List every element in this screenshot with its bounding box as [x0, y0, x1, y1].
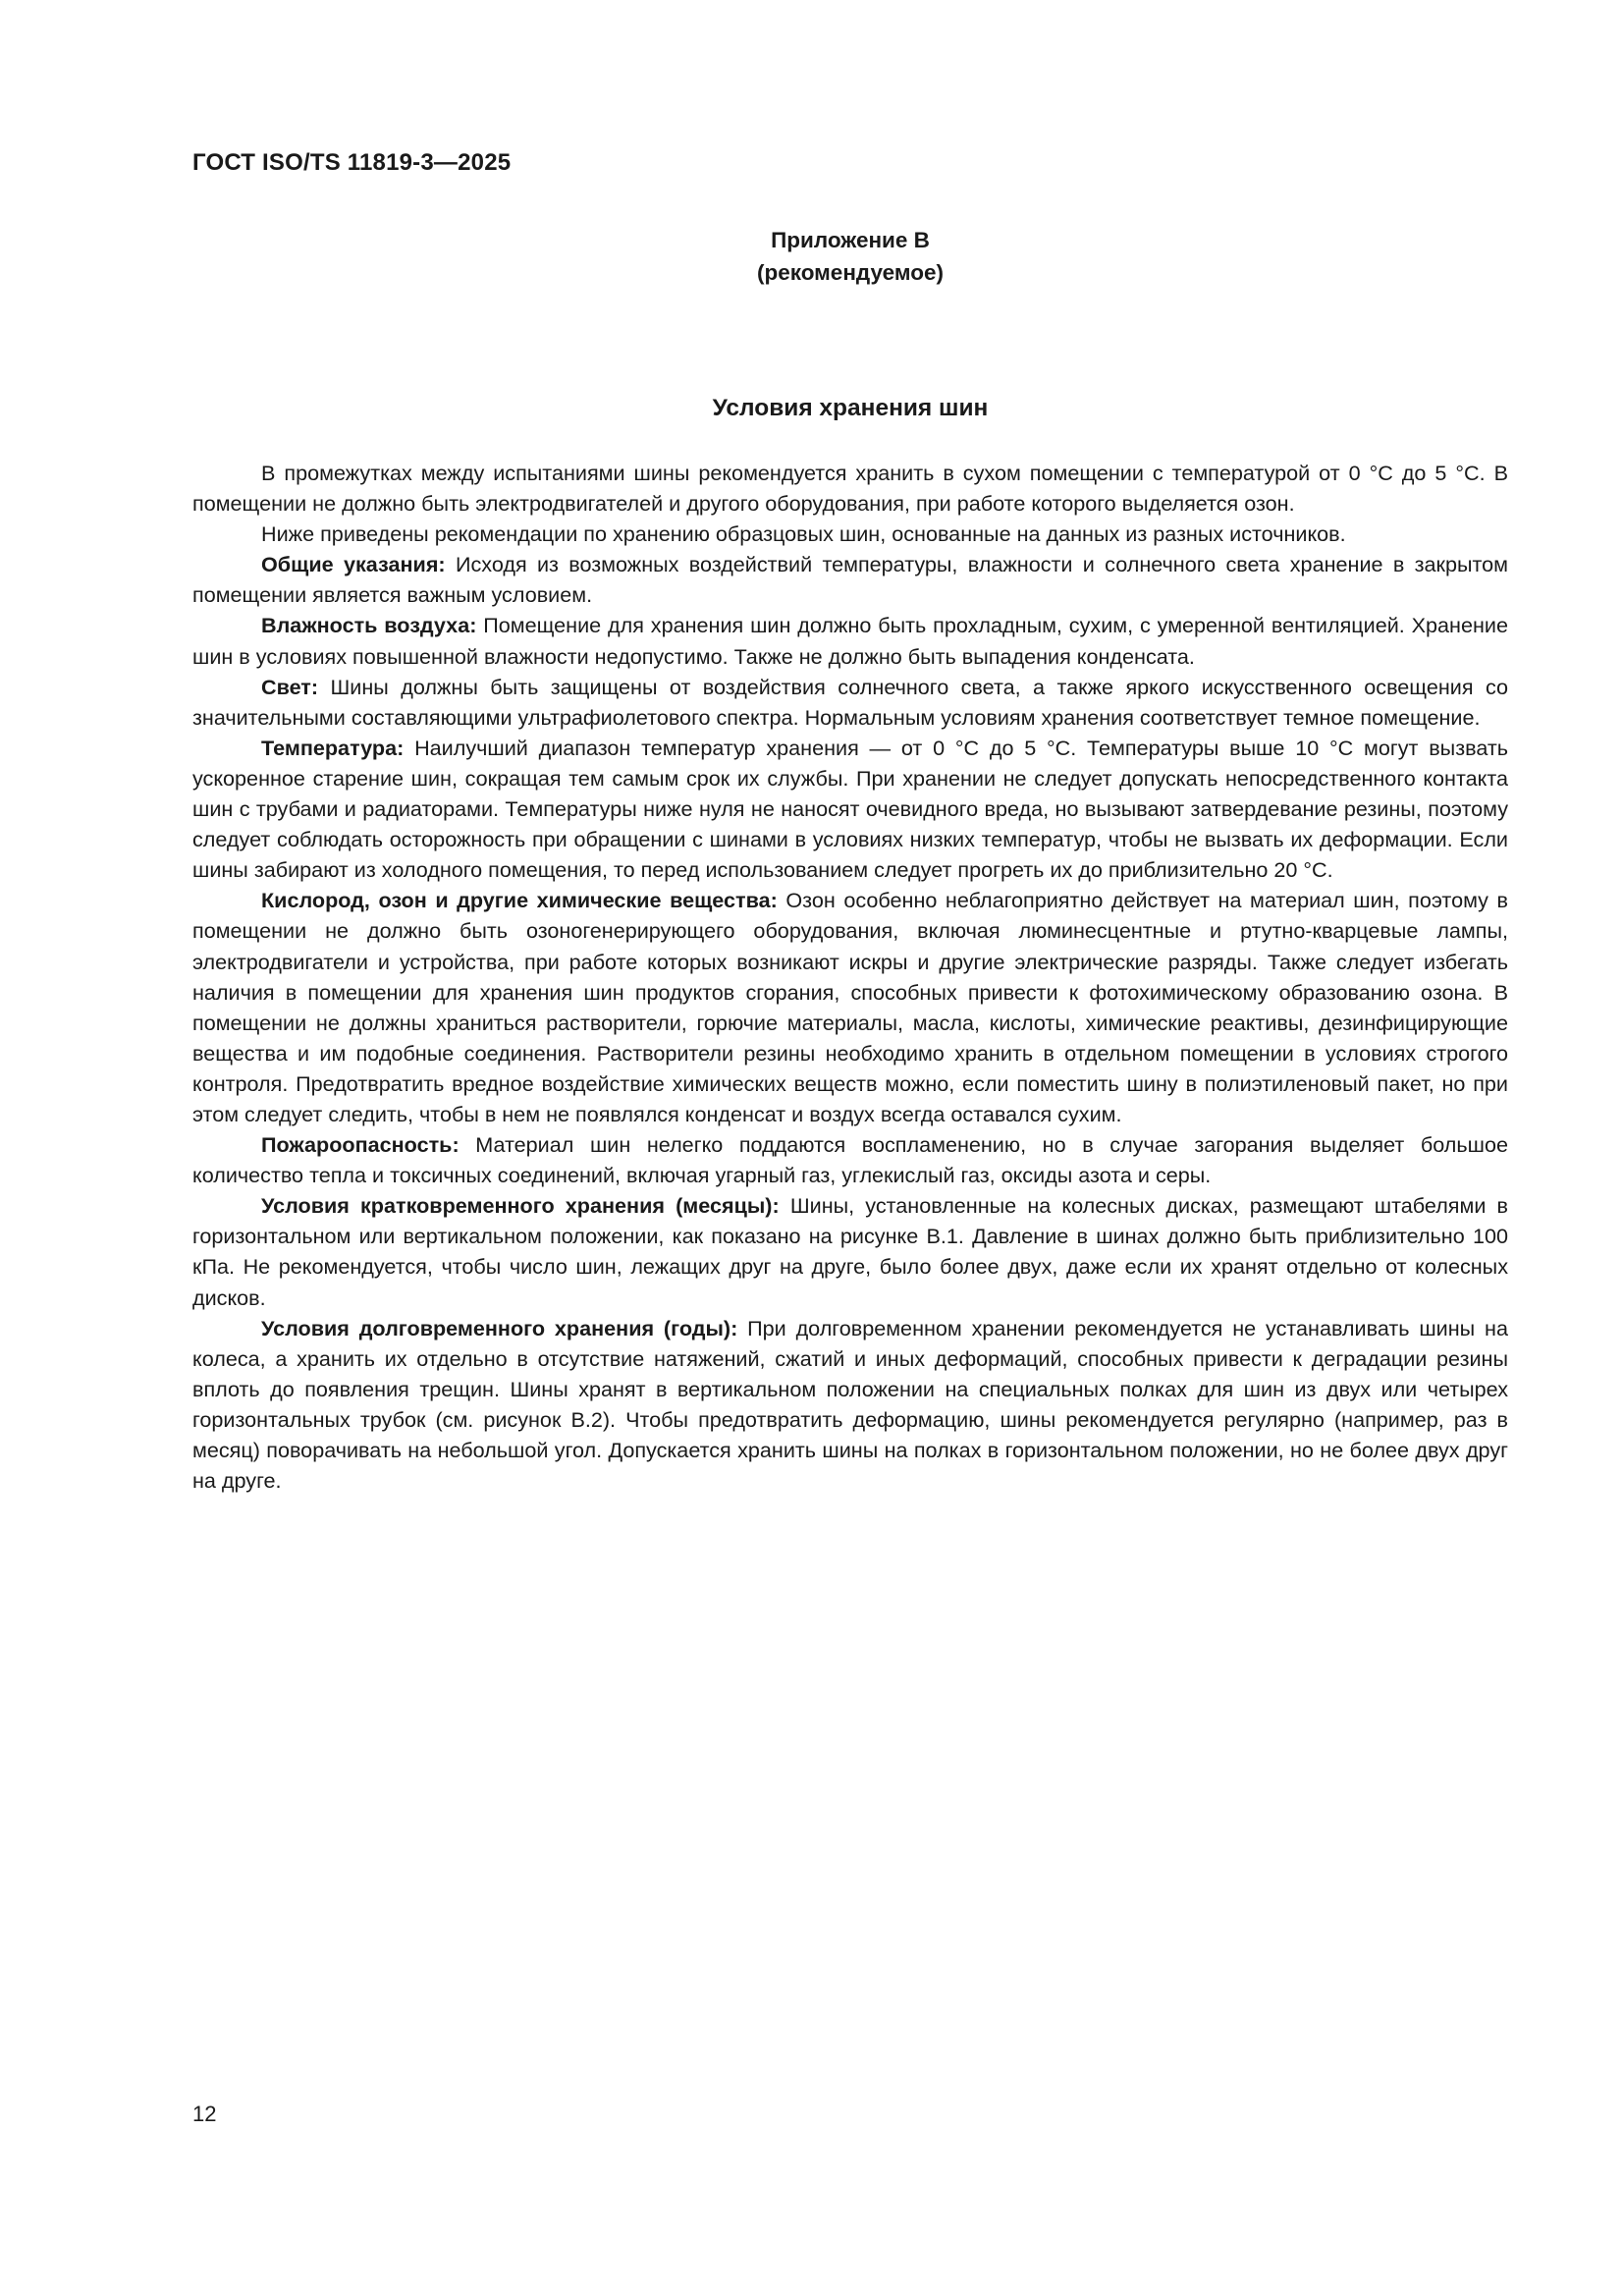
paragraph-short-term-storage	[192, 1190, 1508, 1312]
paragraph-recommendations	[192, 519, 1508, 549]
document-id-header: ГОСТ ISO/TS 11819-3—2025	[192, 149, 512, 176]
paragraph-text: Ниже приведены рекомендации по хранению образцовых шин, основанные на данных из разных источников.	[261, 521, 1346, 547]
annex-status: (рекомендуемое)	[757, 260, 944, 285]
paragraph-text: Помещение для хранения шин должно быть прохладным, сухим, с умеренной вентиляцией. Хранение шин в условиях повышенной влажности недопустимо. Также не должно быть выпадения конденсата.	[192, 613, 1508, 669]
paragraph-term: Пожароопасность:	[261, 1132, 460, 1158]
paragraph-text: В промежутках между испытаниями шины рекомендуется хранить в сухом помещении с температурой от 0 °С до 5 °С. В помещении не должно быть электродвигателей и другого оборудования, при работе которого выделяется озон.	[192, 461, 1508, 517]
paragraph-chemicals	[192, 885, 1508, 1129]
annex-heading	[192, 224, 1508, 289]
paragraph-term: Условия кратковременного хранения (месяцы):	[261, 1193, 780, 1219]
section-title: Условия хранения шин	[712, 395, 989, 421]
body-text	[192, 458, 1508, 1496]
paragraph-text: Шины должны быть защищены от воздействия солнечного света, а также яркого искусственного освещения со значительными составляющими ультрафиолетового спектра. Нормальным условиям хранения соответствует темное помещение.	[192, 674, 1508, 730]
paragraph-text: Озон особенно неблагоприятно действует на материал шин, поэтому в помещении не должно быть озоногенерирующего оборудования, включая люминесцентные и ртутно-кварцевые лампы, электродвигатели и устройства, при работе которых возникают искры и другие электрические разряды. Также следует избегать наличия в помещении для хранения шин продуктов сгорания, способных привести к фотохимическому образованию озона. В помещении не должны храниться растворители, горючие материалы, масла, кислоты, химические реактивы, дезинфицирующие вещества и им подобные соединения. Растворители резины необходимо хранить в отдельном помещении в условиях строгого контроля. Предотвратить вредное воздействие химических веществ можно, если поместить шину в полиэтиленовый пакет, но при этом следует следить, чтобы в нем не появлялся конденсат и воздух всегда оставался сухим.	[192, 888, 1508, 1126]
paragraph-term: Кислород, озон и другие химические вещества:	[261, 888, 778, 913]
paragraph-text: При долговременном хранении рекомендуется не устанавливать шины на колеса, а хранить их отдельно в отсутствие натяжений, сжатий и иных деформаций, способных привести к деградации резины вплоть до появления трещин. Шины хранят в вертикальном положении на специальных полках для шин из двух или четырех горизонтальных трубок (см. рисунок В.2). Чтобы предотвратить деформацию, шины рекомендуется регулярно (например, раз в месяц) поворачивать на небольшой угол. Допускается хранить шины на полках в горизонтальном положении, но не более двух друг на друге.	[192, 1315, 1508, 1494]
paragraph-humidity	[192, 610, 1508, 671]
paragraph-text: Материал шин нелегко поддаются воспламенению, но в случае загорания выделяет большое количество тепла и токсичных соединений, включая угарный газ, углекислый газ, оксиды азота и серы.	[192, 1132, 1509, 1188]
paragraph-term: Влажность воздуха:	[261, 613, 477, 638]
paragraph-general	[192, 549, 1508, 610]
annex-title: Приложение В	[771, 228, 930, 252]
paragraph-term: Свет:	[261, 674, 319, 699]
paragraph-long-term-storage	[192, 1313, 1508, 1497]
paragraph-temperature	[192, 733, 1508, 885]
paragraph-text: Шины, установленные на колесных дисках, размещают штабелями в горизонтальном или вертикальном положении, как показано на рисунке В.1. Давление в шинах должно быть приблизительно 100 кПа. Не рекомендуется, чтобы число шин, лежащих друг на друге, было более двух, даже если их хранят отдельно от колесных дисков.	[192, 1193, 1509, 1310]
page-number: 12	[192, 2102, 217, 2126]
paragraph-text: Наилучший диапазон температур хранения — от 0 °С до 5 °С. Температуры выше 10 °С могут вызвать ускоренное старение шин, сокращая тем самым срок их службы. При хранении не следует допускать непосредственного контакта шин с трубами и радиаторами. Температуры ниже нуля не наносят очевидного вреда, но вызывают затвердевание резины, поэтому следует соблюдать осторожность при обращении с шинами в условиях низких температур, чтобы не вызвать их деформации. Если шины забирают из холодного помещения, то перед использованием следует прогреть их до приблизительно 20 °С.	[192, 735, 1509, 883]
paragraph-intro	[192, 458, 1508, 519]
paragraph-text: Исходя из возможных воздействий температуры, влажности и солнечного света хранение в закрытом помещении является важным условием.	[192, 552, 1509, 608]
paragraph-term: Условия долговременного хранения (годы):	[261, 1315, 738, 1340]
paragraph-fire-hazard	[192, 1129, 1508, 1190]
paragraph-term: Общие указания:	[261, 552, 446, 577]
paragraph-light	[192, 672, 1508, 733]
paragraph-term: Температура:	[261, 735, 405, 760]
